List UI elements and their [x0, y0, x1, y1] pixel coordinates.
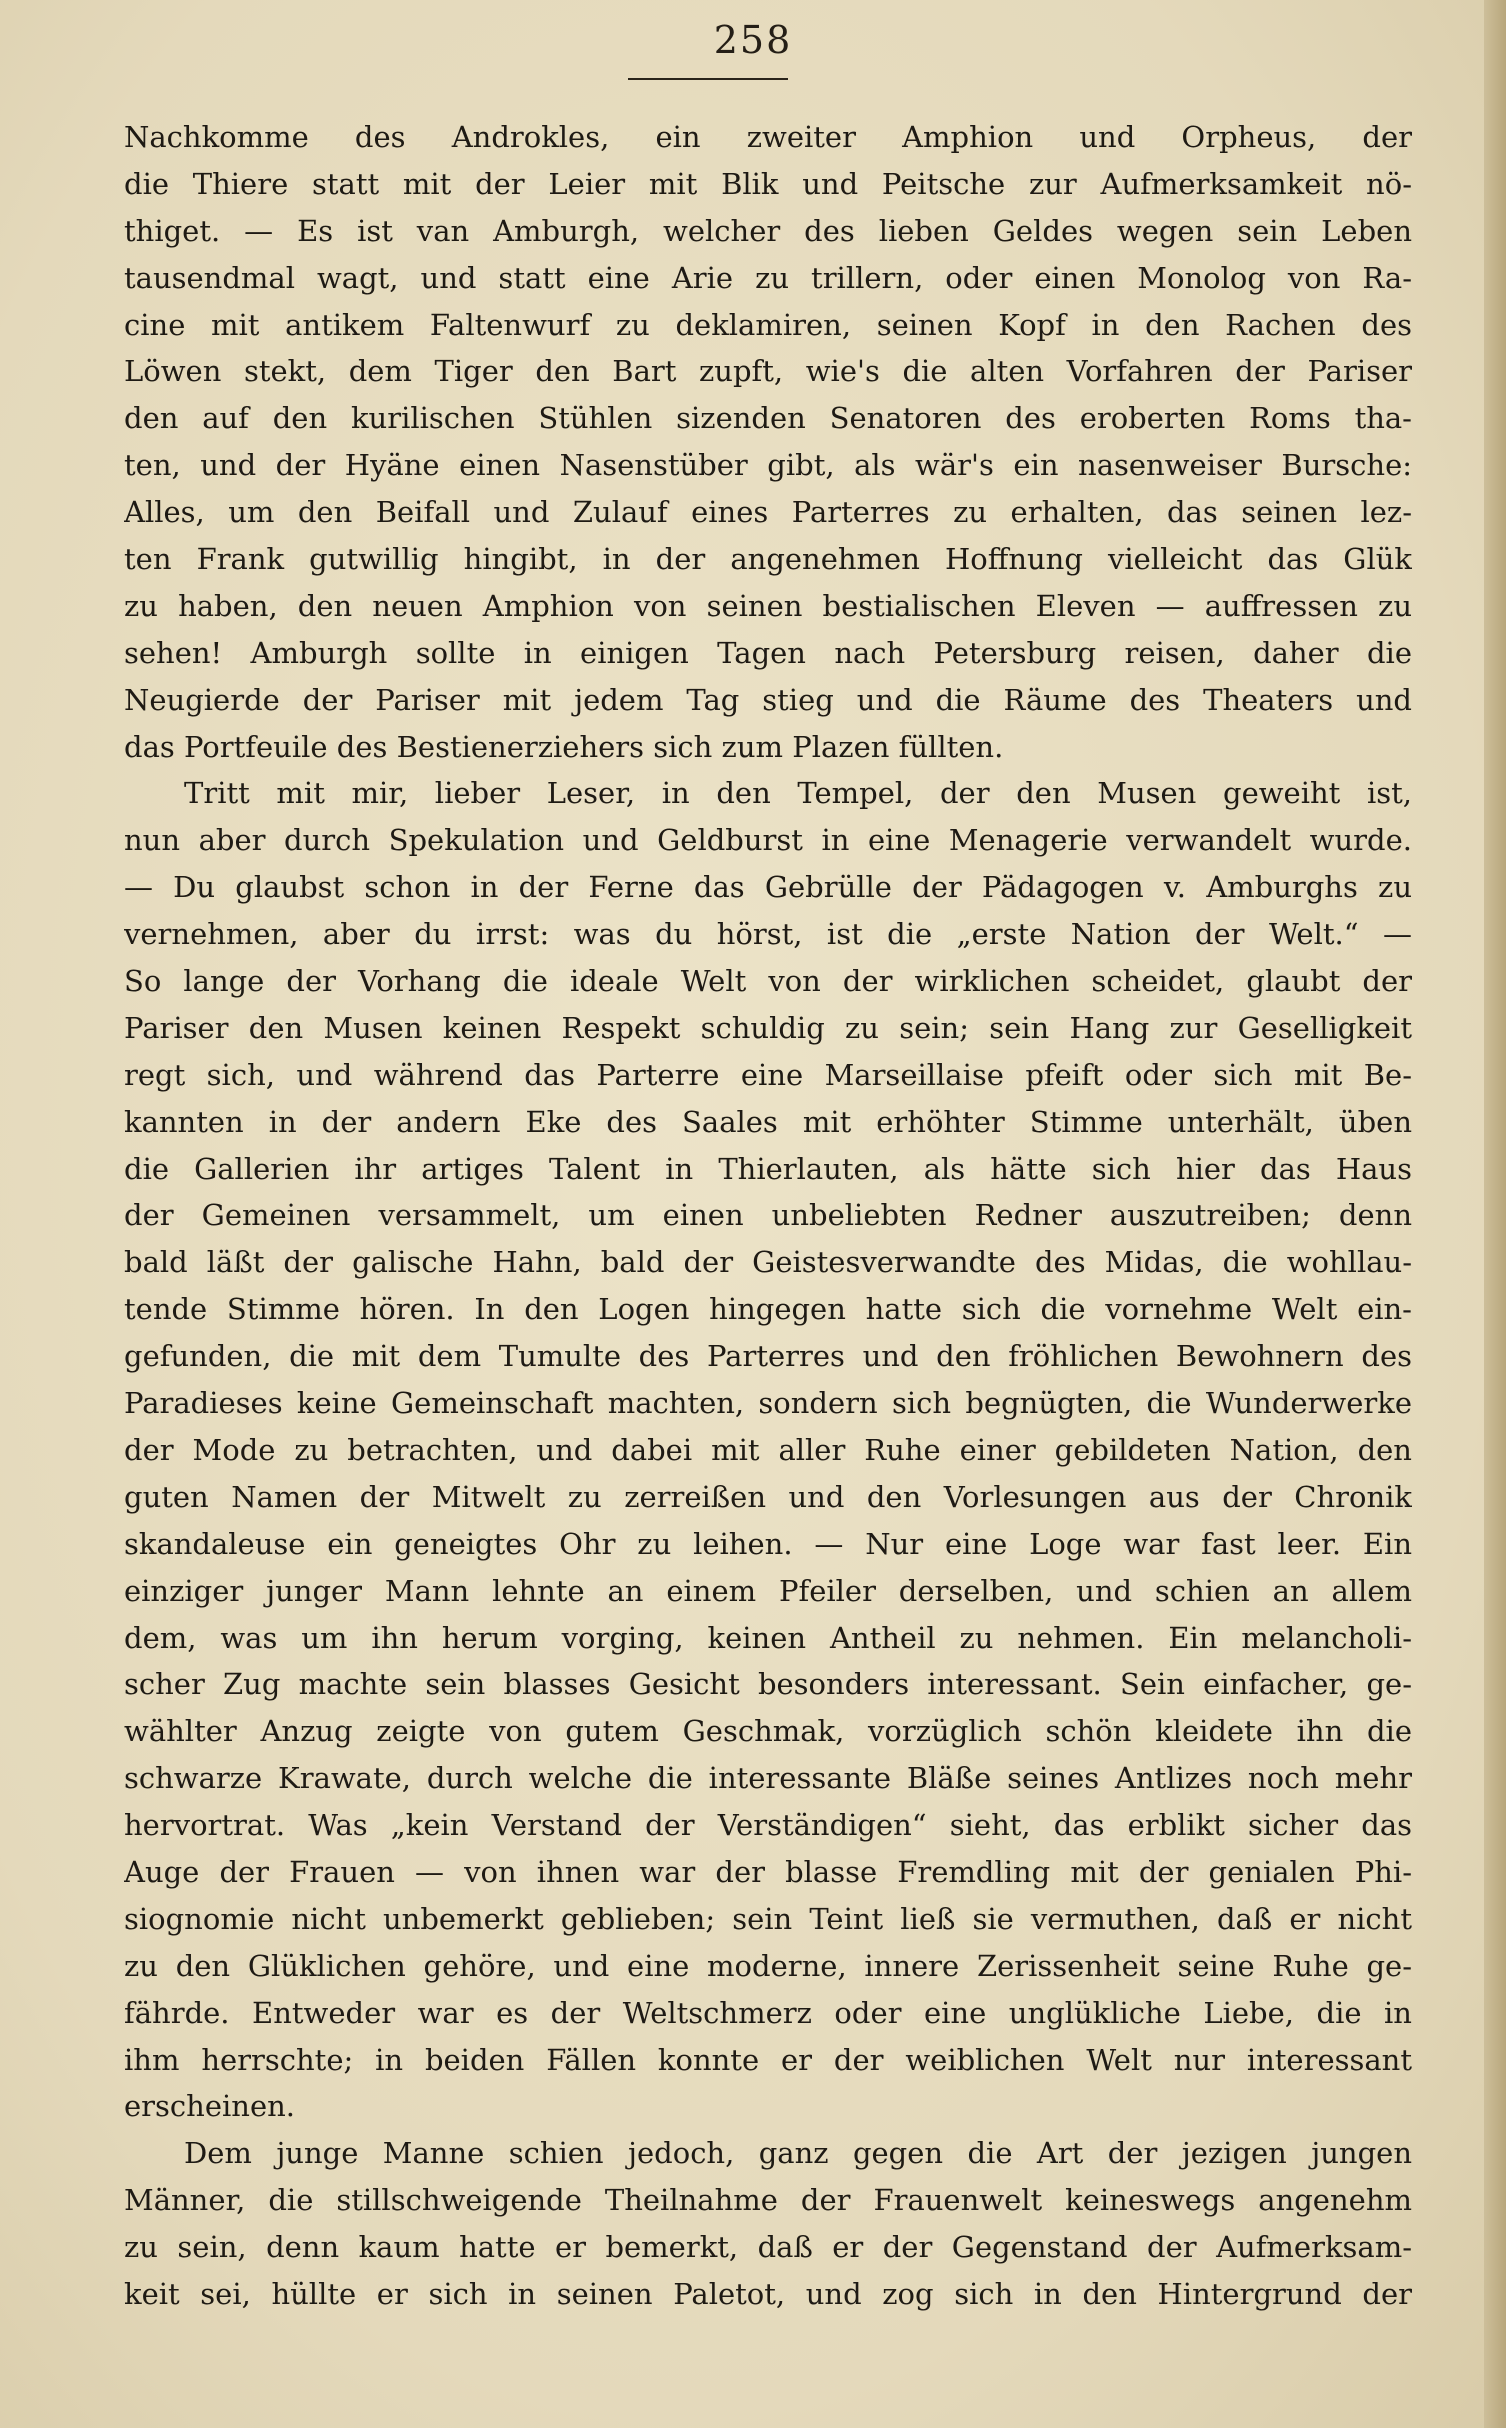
text-line: zu den Glüklichen gehöre, und eine moderne, innere Zerissenheit seine Ruhe ge-: [124, 1948, 1412, 1983]
text-line: hervortrat. Was „kein Verstand der Verständigen“ sieht, das erblikt sicher das: [124, 1808, 1412, 1843]
text-line: Dem junge Manne schien jedoch, ganz gegen die Art der jezigen jungen: [184, 2136, 1412, 2171]
text-line: die Gallerien ihr artiges Talent in Thierlauten, als hätte sich hier das Haus: [124, 1151, 1412, 1186]
text-line: — Du glaubst schon in der Ferne das Gebrülle der Pädagogen v. Amburghs zu: [124, 870, 1412, 905]
text-line: cine mit antikem Faltenwurf zu deklamiren, seinen Kopf in den Rachen des: [124, 307, 1412, 342]
text-line: bald läßt der galische Hahn, bald der Geistesverwandte des Midas, die wohllau-: [124, 1245, 1412, 1280]
text-line: thiget. — Es ist van Amburgh, welcher des lieben Geldes wegen sein Leben: [124, 213, 1412, 248]
text-line: erscheinen.: [124, 2089, 295, 2124]
text-line: kannten in der andern Eke des Saales mit erhöhter Stimme unterhält, üben: [124, 1104, 1412, 1139]
page-edge: [1484, 0, 1506, 2428]
text-line: der Mode zu betrachten, und dabei mit aller Ruhe einer gebildeten Nation, den: [124, 1432, 1412, 1467]
text-line: keit sei, hüllte er sich in seinen Paletot, und zog sich in den Hintergrund der: [124, 2276, 1412, 2311]
text-line: den auf den kurilischen Stühlen sizenden Senatoren des eroberten Roms tha-: [124, 401, 1412, 436]
text-line: Pariser den Musen keinen Respekt schuldig zu sein; sein Hang zur Geselligkeit: [124, 1010, 1412, 1045]
text-line: zu sein, denn kaum hatte er bemerkt, daß er der Gegenstand der Aufmerksam-: [124, 2230, 1412, 2265]
text-line: skandaleuse ein geneigtes Ohr zu leihen. — Nur eine Loge war fast leer. Ein: [124, 1526, 1412, 1561]
text-line: vernehmen, aber du irrst: was du hörst, ist die „erste Nation der Welt.“ —: [124, 917, 1412, 952]
text-line: ihm herrschte; in beiden Fällen konnte er der weiblichen Welt nur interessant: [124, 2042, 1412, 2077]
text-line: tende Stimme hören. In den Logen hingegen hatte sich die vornehme Welt ein-: [124, 1292, 1412, 1327]
text-line: Männer, die stillschweigende Theilnahme der Frauenwelt keineswegs angenehm: [124, 2183, 1412, 2218]
text-line: wählter Anzug zeigte von gutem Geschmak, vorzüglich schön kleidete ihn die: [124, 1714, 1412, 1749]
text-line: das Portfeuile des Bestienerziehers sich zum Plazen füllten.: [124, 729, 1004, 764]
text-line: nun aber durch Spekulation und Geldburst in eine Menagerie verwandelt wurde.: [124, 823, 1412, 858]
text-line: Alles, um den Beifall und Zulauf eines Parterres zu erhalten, das seinen lez-: [124, 495, 1412, 530]
text-line: siognomie nicht unbemerkt geblieben; sein Teint ließ sie vermuthen, daß er nicht: [124, 1901, 1412, 1936]
text-line: Neugierde der Pariser mit jedem Tag stieg und die Räume des Theaters und: [124, 682, 1412, 717]
text-line: einziger junger Mann lehnte an einem Pfeiler derselben, und schien an allem: [124, 1573, 1412, 1608]
text-line: sehen! Amburgh sollte in einigen Tagen nach Petersburg reisen, daher die: [124, 635, 1412, 670]
text-line: Tritt mit mir, lieber Leser, in den Tempel, der den Musen geweiht ist,: [184, 776, 1412, 811]
text-line: tausendmal wagt, und statt eine Arie zu trillern, oder einen Monolog von Ra-: [124, 260, 1412, 295]
text-line: regt sich, und während das Parterre eine Marseillaise pfeift oder sich mit Be-: [124, 1057, 1412, 1092]
text-line: ten Frank gutwillig hingibt, in der angenehmen Hoffnung vielleicht das Glük: [124, 542, 1412, 577]
text-line: gefunden, die mit dem Tumulte des Parterres und den fröhlichen Bewohnern des: [124, 1339, 1412, 1374]
text-line: Paradieses keine Gemeinschaft machten, sondern sich begnügten, die Wunderwerke: [124, 1386, 1412, 1421]
text-line: ten, und der Hyäne einen Nasenstüber gibt, als wär's ein nasenweiser Bursche:: [124, 448, 1412, 483]
text-line: Auge der Frauen — von ihnen war der blasse Fremdling mit der genialen Phi-: [124, 1854, 1412, 1889]
text-line: guten Namen der Mitwelt zu zerreißen und den Vorlesungen aus der Chronik: [124, 1479, 1412, 1514]
text-line: Nachkomme des Androkles, ein zweiter Amphion und Orpheus, der: [124, 120, 1412, 154]
text-line: die Thiere statt mit der Leier mit Blik und Peitsche zur Aufmerksamkeit nö-: [124, 166, 1412, 201]
text-line: zu haben, den neuen Amphion von seinen bestialischen Eleven — auffressen zu: [124, 588, 1412, 623]
text-line: Löwen stekt, dem Tiger den Bart zupft, wie's die alten Vorfahren der Pariser: [124, 354, 1412, 389]
header-rule: [628, 78, 788, 80]
text-line: fährde. Entweder war es der Weltschmerz oder eine unglükliche Liebe, die in: [124, 1995, 1412, 2030]
text-line: der Gemeinen versammelt, um einen unbeliebten Redner auszutreiben; denn: [124, 1198, 1412, 1233]
body-text: [124, 114, 1412, 2318]
text-line: dem, was um ihn herum vorging, keinen Antheil zu nehmen. Ein melancholi-: [124, 1620, 1412, 1655]
page-number: 258: [713, 18, 793, 62]
text-line: scher Zug machte sein blasses Gesicht besonders interessant. Sein einfacher, ge-: [124, 1667, 1412, 1702]
text-line: So lange der Vorhang die ideale Welt von der wirklichen scheidet, glaubt der: [124, 964, 1412, 999]
text-line: schwarze Krawate, durch welche die interessante Bläße seines Antlizes noch mehr: [124, 1761, 1412, 1796]
